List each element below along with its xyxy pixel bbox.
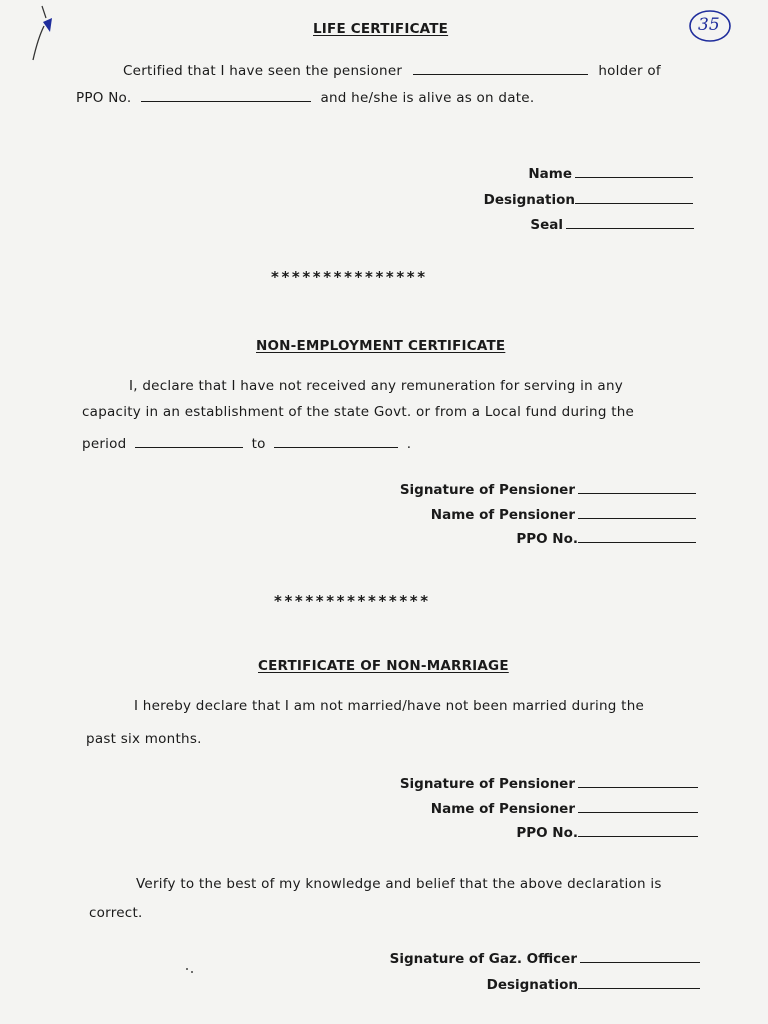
signature-label: Seal <box>530 217 563 233</box>
non-employment-name-of-pensioner <box>431 506 696 523</box>
non-employment-line-3 <box>82 435 411 452</box>
signature-blank <box>578 824 698 837</box>
signature-blank <box>578 775 698 788</box>
signature-of-gaz-officer <box>390 950 700 967</box>
signature-blank <box>580 950 700 963</box>
non-marriage-line-2: past six months. <box>86 731 202 747</box>
verification-line-1: Verify to the best of my knowledge and belief that the above declaration is <box>136 876 662 892</box>
signature-label: Name of Pensioner <box>430 801 575 817</box>
signature-blank <box>578 530 696 543</box>
signature-label: Signature of Gaz. Officer <box>389 951 577 967</box>
page-number-text: 35 <box>698 15 720 35</box>
non-marriage-name-of-pensioner <box>431 800 698 817</box>
signature-blank <box>575 165 693 178</box>
life-certificate-title: LIFE CERTIFICATE <box>313 21 449 37</box>
pensioner-name-blank <box>413 62 588 75</box>
period-from-blank <box>135 435 243 448</box>
pen-mark-icon <box>28 4 58 64</box>
non-employment-title: NON-EMPLOYMENT CERTIFICATE <box>256 338 506 354</box>
signature-label: Designation <box>483 192 575 208</box>
ppo-number-blank <box>141 89 311 102</box>
life-text-2b: and he/she is alive as on date. <box>320 90 535 106</box>
separator-stars: *************** <box>274 592 431 610</box>
signature-label: Designation <box>486 977 578 993</box>
signature-blank <box>578 976 700 989</box>
signature-label: PPO No. <box>516 531 578 547</box>
period-label: period <box>82 436 127 452</box>
speck-mark <box>191 971 193 973</box>
signature-blank <box>578 481 696 494</box>
speck-mark <box>186 968 188 970</box>
non-marriage-title: CERTIFICATE OF NON-MARRIAGE <box>258 658 509 674</box>
signature-label: Signature of Pensioner <box>399 776 575 792</box>
signature-blank <box>566 216 694 229</box>
non-employment-ppo-no <box>516 530 696 547</box>
life-text-2a: PPO No. <box>76 90 132 106</box>
non-employment-signature-of-pensioner <box>400 481 696 498</box>
signature-label: Name <box>528 166 572 182</box>
separator-stars: *************** <box>271 268 428 286</box>
life-text-1a: Certified that I have seen the pensioner <box>123 63 403 79</box>
handwritten-page-number <box>688 8 734 44</box>
period-to-blank <box>274 435 398 448</box>
life-certificate-line-1 <box>123 62 661 79</box>
signature-blank <box>578 800 698 813</box>
signature-label: Signature of Pensioner <box>399 482 575 498</box>
signature-blank <box>578 506 696 519</box>
non-marriage-signature-of-pensioner <box>400 775 698 792</box>
signature-blank <box>575 191 693 204</box>
life-signature-name <box>528 165 693 182</box>
life-certificate-line-2 <box>76 89 534 106</box>
verification-line-2: correct. <box>89 905 143 921</box>
non-employment-line-2: capacity in an establishment of the state Govt. or from a Local fund during the <box>82 404 635 420</box>
signature-label: Name of Pensioner <box>430 507 575 523</box>
non-marriage-ppo-no <box>516 824 698 841</box>
non-marriage-line-1: I hereby declare that I am not married/have not been married during the <box>134 698 645 714</box>
signature-label: PPO No. <box>516 825 578 841</box>
life-signature-designation <box>484 191 693 208</box>
period-to-label: to <box>251 436 266 452</box>
gaz-officer-designation <box>487 976 700 993</box>
life-text-1b: holder of <box>598 63 661 79</box>
life-signature-seal <box>530 216 694 233</box>
period-end-dot: . <box>406 436 412 452</box>
non-employment-line-1: I, declare that I have not received any remuneration for serving in any <box>129 378 624 394</box>
